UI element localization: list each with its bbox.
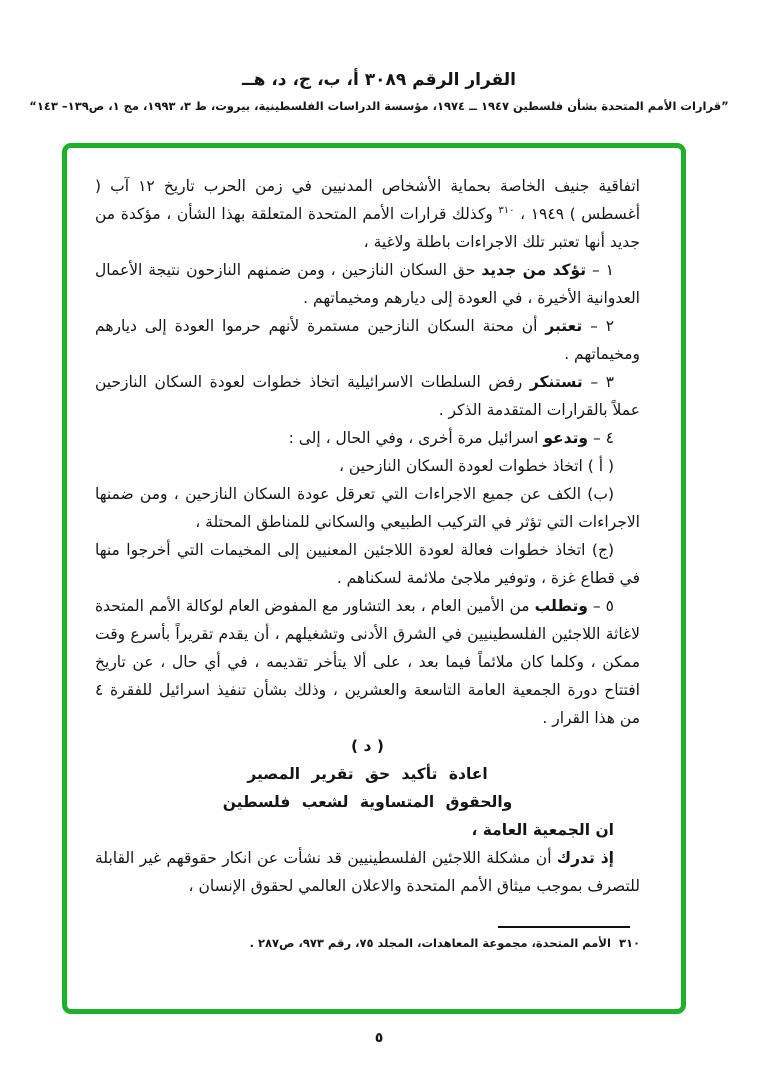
page-header — [0, 0, 758, 113]
resolution-title: القرار الرقم ٣٠٨٩ أ، ب، ج، د، هــ — [242, 70, 516, 90]
paragraph — [95, 452, 640, 480]
resolution-body — [95, 172, 640, 900]
section-heading — [95, 732, 640, 760]
footnote-separator — [498, 926, 630, 928]
text-segment: أن مشكلة اللاجئين الفلسطينيين قد نشأت عن انكار حقوقهم غير القابلة للتصرف بموجب ميثاق الأمم المتحدة والاعلان العالمي لحقوق الإنسان ، — [95, 849, 640, 895]
text-segment: تؤكد من جديد — [481, 261, 587, 279]
text-segment: والحقوق المتساوية لشعب فلسطين — [222, 793, 513, 811]
paragraph — [95, 480, 640, 536]
text-segment: أن محنة السكان النازحين مستمرة لأنهم حرموا العودة إلى ديارهم ومخيماتهم . — [95, 317, 640, 363]
footnote — [95, 935, 640, 951]
text-segment: ٢ – — [582, 317, 615, 335]
text-segment: ٥ – — [587, 597, 614, 615]
text-segment: (ج) اتخاذ خطوات فعالة لعودة اللاجئين المعنيين إلى المخيمات التي أخرجوا منها في قطاع غزة ، وتوفير ملاجئ ملائمة لسكناهم . — [95, 541, 640, 587]
paragraph — [95, 844, 640, 900]
text-segment: إذ تدرك — [556, 849, 614, 867]
paragraph — [95, 424, 640, 452]
content-frame — [62, 143, 686, 1014]
footnote-marker: ٣١٠ — [618, 936, 640, 950]
paragraph — [95, 256, 640, 312]
text-segment: تستنكر — [529, 373, 583, 391]
text-segment: ( أ ) اتخاذ خطوات لعودة السكان النازحين ، — [339, 457, 614, 475]
text-segment: ان الجمعية العامة ، — [471, 821, 614, 839]
page-number: ٥ — [374, 1030, 384, 1046]
footnote-area — [95, 900, 640, 951]
text-segment: (ب) الكف عن جميع الاجراءات التي تعرقل عودة السكان النازحين ، ومن ضمنها الاجراءات التي تؤثر في التركيب الطبيعي والسكاني للمناطق المحتلة ، — [95, 485, 640, 531]
text-segment: رفض السلطات الاسرائيلية اتخاذ خطوات لعودة السكان النازحين عملاً بالقرارات المتقدمة الذكر . — [95, 373, 640, 419]
text-segment: حق السكان النازحين ، ومن ضمنهم النازحون نتيجة الأعمال العدوانية الأخيرة ، في العودة إلى ديارهم ومخيماتهم . — [95, 261, 640, 307]
paragraph — [95, 816, 640, 844]
paragraph — [95, 368, 640, 424]
paragraph — [95, 312, 640, 368]
text-segment: اعادة تأكيد حق تقرير المصير — [247, 765, 488, 783]
text-segment: وتدعو — [543, 429, 589, 447]
text-segment: اسرائيل مرة أخرى ، وفي الحال ، إلى : — [288, 429, 544, 447]
paragraph — [95, 536, 640, 592]
text-segment: ١ – — [586, 261, 614, 279]
text-segment: ٤ – — [588, 429, 614, 447]
text-segment: وتطلب — [534, 597, 588, 615]
text-segment: اتفاقية جنيف الخاصة بحماية الأشخاص المدنيين في زمن الحرب تاريخ ١٢ آب ( أغسطس ) ١٩٤٩ ، — [95, 177, 640, 223]
section-heading — [95, 788, 640, 816]
source-citation: ”قرارات الأمم المتحدة بشأن فلسطين ١٩٤٧ ــ ١٩٧٤، مؤسسة الدراسات الفلسطينية، بيروت، ط ٣، ١٩٩٣، مج ١، ص١٣٩– ١٤٣“ — [29, 99, 729, 113]
paragraph — [95, 592, 640, 732]
text-segment: وكذلك قرارات الأمم المتحدة المتعلقة بهذا الشأن ، مؤكدة من جديد أنها تعتبر تلك الاجراءات باطلة ولاغية ، — [95, 205, 640, 251]
text-segment: ٣ – — [582, 373, 614, 391]
footnote-text: الأمم المتحدة، مجموعة المعاهدات، المجلد ٧٥، رقم ٩٧٣، ص٢٨٧ . — [249, 936, 611, 950]
text-segment: من الأمين العام ، بعد التشاور مع المفوض العام لوكالة الأمم المتحدة لاغاثة اللاجئين الفلسطينيين في الشرق الأدنى وتشغيلهم ، أن يقدم تقريراً بأسرع وقت ممكن ، وكلما كان ملائماً فيما بعد ، على ألا يتأخر تقديمه ، في أي حال ، عن تاريخ افتتاح دورة الجمعية العامة التاسعة والعشرين ، وذلك بشأن تنفيذ اسرائيل للفقرة ٤ من هذا القرار . — [95, 597, 640, 727]
section-heading — [95, 760, 640, 788]
text-segment: تعتبر — [545, 317, 583, 335]
text-segment: ( د ) — [351, 737, 384, 755]
paragraph — [95, 172, 640, 256]
footnote-reference: ٣١٠ — [498, 204, 515, 216]
